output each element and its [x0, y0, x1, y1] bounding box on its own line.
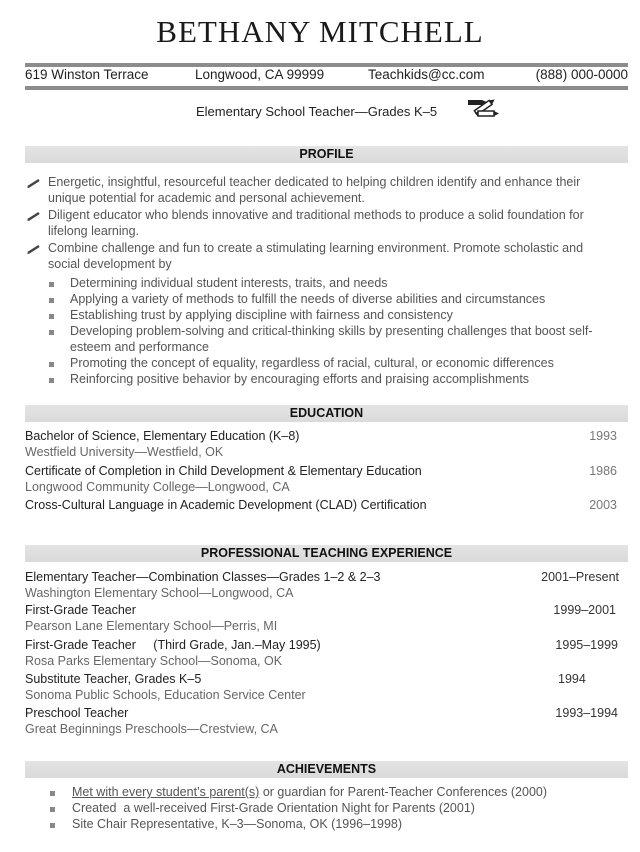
section-heading-experience: PROFESSIONAL TEACHING EXPERIENCE	[25, 545, 628, 562]
square-bullet-icon	[49, 298, 54, 303]
pencils-icon	[466, 96, 502, 118]
pencil-bullet-icon	[27, 211, 41, 221]
pencil-bullet-icon	[27, 178, 41, 188]
contact-city: Longwood, CA 99999	[195, 67, 325, 82]
contact-email[interactable]: Teachkids@cc.com	[368, 67, 485, 82]
bottom-rule	[25, 86, 628, 90]
square-bullet-icon	[49, 282, 54, 287]
square-bullet-icon	[49, 362, 54, 367]
section-heading-education: EDUCATION	[25, 405, 628, 422]
candidate-name: BETHANY MITCHELL	[156, 14, 484, 49]
square-bullet-icon	[49, 314, 54, 319]
square-bullet-icon	[49, 330, 54, 335]
contact-phone: (888) 000-0000	[535, 67, 628, 82]
section-heading-achievements: ACHIEVEMENTS	[25, 761, 628, 778]
square-bullet-icon	[50, 807, 55, 812]
job-title: Elementary School Teacher—Grades K–5	[196, 104, 438, 119]
contact-address: 619 Winston Terrace	[25, 67, 149, 82]
section-heading-profile: PROFILE	[25, 146, 628, 163]
square-bullet-icon	[50, 791, 55, 796]
resume-page: BETHANY MITCHELL 619 Winston Terrace Longwood, CA 99999 Teachkids@cc.com (888) 000-0000 Elementary School Teacher—Grades K–5 PROFILE Energetic, insightful, resourceful teacher dedicated to helping children identify and enhance their unique potential for academic and personal achievement. Diligent educator who blends innovative and traditional methods to produce a solid foundation for lifelong learning. Combine challenge and fun to create a stimulating learning environment. Promote scholastic and social development by Determining individual student interests, traits, and needs Applying a variety of methods to fulfill the needs of diverse abilities and circumstances Establishing trust by applying discipline with fairness and consistency Developing problem-solving and critical-thinking skills by presenting challenges that boost self- esteem and performance Promoting the concept of equality, regardless of racial, cultural, or economic differences Reinforcing positive behavior by encouraging efforts and praising accomplishments EDUCATION Bachelor of Science, Elementary Education (K–8) Westfield University—Westfield, OK 1993 Certificate of Completion in Child Development & Elementary Education Longwood Community College—Longwood, CA 1986 Cross-Cultural Language in Academic Development (CLAD) Certification 2003 PROFESSIONAL TEACHING EXPERIENCE Elementary Teacher—Combination Classes—Grades 1–2 & 2–3 Washington Elementary School—Longwood, CA 2001–Present First-Grade Teacher Pearson Lane Elementary School—Perris, MI 1999–2001 First-Grade Teacher (Third Grade, Jan.–May 1995) Rosa Parks Elementary School—Sonoma, OK 1995–1999 Substitute Teacher, Grades K–5 Sonoma Public Schools, Education Service Center 1994 Preschool Teacher Great Beginnings Preschools—Crestview, CA 1993–1994 ACHIEVEMENTS Met with every student’s parent(s) or guardian for Parent-Teacher Conferences (2000) Created a well-received First-Grade Orientation Night for Parents (2001) Site Chair Representative, K–3—Sonoma, OK (1996–1998)	[0, 0, 640, 852]
square-bullet-icon	[50, 823, 55, 828]
pencil-bullet-icon	[27, 244, 41, 254]
contact-bar	[25, 67, 628, 85]
square-bullet-icon	[49, 378, 54, 383]
